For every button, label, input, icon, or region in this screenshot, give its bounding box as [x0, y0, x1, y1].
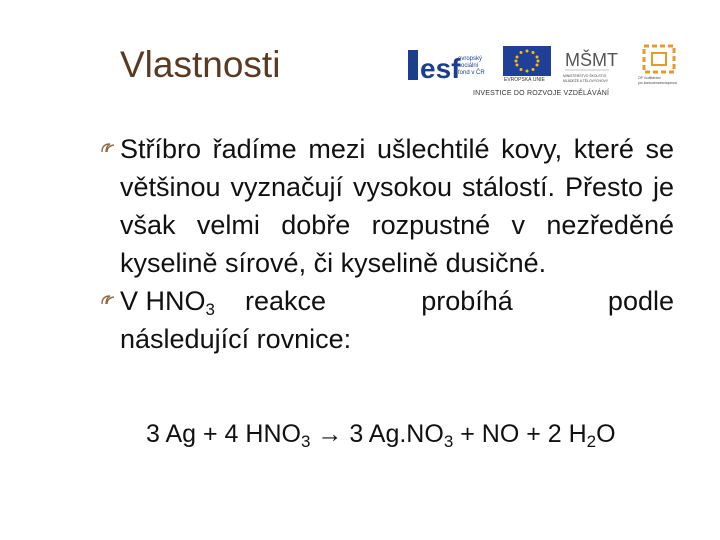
esf-logo	[408, 46, 490, 88]
msmt-logo	[563, 44, 618, 86]
bullet-marker-icon	[100, 294, 116, 306]
esf-logo-text: esf	[420, 53, 461, 84]
bullet-line-2: následující rovnice:	[120, 324, 352, 354]
svg-text:sociální: sociální	[458, 63, 479, 69]
eu-flag-logo	[503, 46, 551, 82]
chemical-equation: 3 Ag + 4 $HNO_3 \to 3$ $Ag.NO_3$ + NO + 2 $H_2O$	[146, 420, 616, 451]
bullet-text-suffix: reakce probíhá podle	[244, 286, 674, 316]
op-vk-logo	[638, 44, 686, 86]
bullet-item	[100, 130, 674, 282]
bullet-text: Stříbro řadíme mezi ušlechtilé kovy, které se většinou vyznačují vysokou stálostí. Přesto je však velmi dobře rozpustné v nezředěné kyselině sírové, či kyselině dusičné.	[120, 134, 674, 278]
eu-caption: EVROPSKÁ UNIE	[504, 77, 545, 83]
slide-title: Vlastnosti	[120, 44, 281, 85]
msmt-logo-text: MŠMT	[565, 50, 618, 70]
svg-text:OP Vzdělávání: OP Vzdělávání	[638, 76, 661, 80]
svg-text:MINISTERSTVO ŠKOLSTVÍ,: MINISTERSTVO ŠKOLSTVÍ,	[563, 74, 607, 78]
svg-text:MLÁDEŽE A TĚLOVÝCHOVY: MLÁDEŽE A TĚLOVÝCHOVY	[563, 79, 609, 83]
svg-text:fond v ČR: fond v ČR	[458, 70, 485, 76]
bullet-text-prefix: V $HNO_3$	[120, 286, 215, 319]
svg-text:pro konkurenceschopnost: pro konkurenceschopnost	[638, 81, 677, 85]
bullet-list	[100, 130, 674, 358]
bullet-item	[100, 282, 674, 358]
logo-strip	[408, 44, 688, 102]
bullet-line-1	[120, 282, 674, 320]
svg-text:evropský: evropský	[458, 56, 483, 62]
bullet-marker-icon	[100, 142, 116, 154]
logo-bottom-caption: INVESTICE DO ROZVOJE VZDĚLÁVÁNÍ	[473, 90, 610, 97]
